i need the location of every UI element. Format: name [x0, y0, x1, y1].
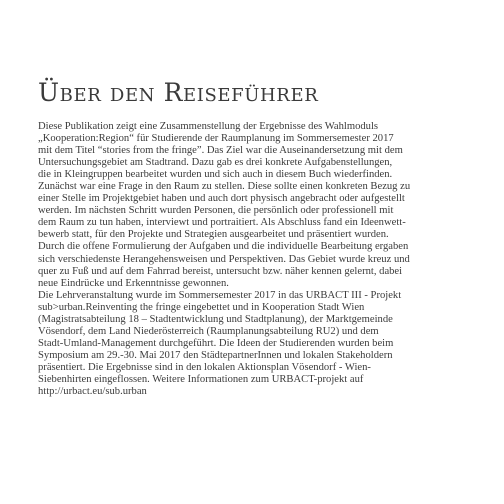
text-line: mit dem Titel “stories from the fringe”. Das Ziel war die Auseinandersetzung mit dem [38, 145, 403, 157]
text-line: werden. Im nächsten Schritt wurden Personen, die persönlich oder professionell mit [38, 205, 394, 217]
text-line: Zunächst war eine Frage in den Raum zu stellen. Diese sollte einen konkreten Bezug zu [38, 181, 411, 193]
text-line: http://urbact.eu/sub.urban [38, 386, 147, 398]
text-line: sub>urban.Reinventing the fringe eingebettet und in Kooperation Stadt Wien [38, 301, 365, 313]
text-line: sich verschiedenste Herangehensweisen und Perspektiven. Das Gebiet wurde kreuz und [38, 253, 410, 265]
text-line: einer Stelle im Projektgebiet haben und auch dort physisch angebracht oder aufgestellt [38, 193, 405, 205]
text-line: neue Eindrücke und Erkenntnisse gewonnen. [38, 277, 229, 289]
text-line: Symposium am 29.-30. Mai 2017 den StädtepartnerInnen und lokalen Stakeholdern [38, 349, 393, 361]
text-line: Vösendorf, dem Land Niederösterreich (Raumplanungsabteilung RU2) und dem [38, 325, 379, 337]
text-line: Die Lehrveranstaltung wurde im Sommersemester 2017 in das URBACT III - Projekt [38, 289, 402, 301]
text-line: bewerb statt, für den Projekte und Strategien ausgearbeitet und präsentiert wurden. [38, 229, 389, 241]
text-line: Untersuchungsgebiet am Stadtrand. Dazu gab es drei konkrete Aufgabenstellungen, [38, 157, 393, 169]
text-line: Siebenhirten eingeflossen. Weitere Informationen zum URBACT-projekt auf [38, 373, 364, 385]
text-line: Stadt-Umland-Management durchgeführt. Die Ideen der Studierenden wurden beim [38, 337, 394, 349]
text-line: Durch die offene Formulierung der Aufgaben und die individuelle Bearbeitung ergaben [38, 241, 409, 253]
body-text [38, 121, 474, 398]
text-line: quer zu Fuß und auf dem Fahrrad bereist, untersucht bzw. näher kennen gelernt, dabei [38, 265, 403, 277]
text-line: präsentiert. Die Ergebnisse sind in den lokalen Aktionsplan Vösendorf - Wien- [38, 361, 371, 373]
text-line: die in Kleingruppen bearbeitet wurden und sich auch in diesem Buch wiederfinden. [38, 169, 393, 181]
page-title: Über den Reiseführer [38, 78, 319, 107]
text-line: Diese Publikation zeigt eine Zusammenstellung der Ergebnisse des Wahlmoduls [38, 121, 379, 132]
text-line: „Kooperation:Region“ für Studierende der Raumplanung im Sommersemester 2017 [38, 133, 394, 145]
text-line: dem Raum zu tun haben, interviewt und portraitiert. Als Abschluss fand ein Ideenwett- [38, 217, 406, 229]
text-line: (Magistratsabteilung 18 – Stadtentwicklung und Stadtplanung), der Marktgemeinde [38, 313, 393, 325]
